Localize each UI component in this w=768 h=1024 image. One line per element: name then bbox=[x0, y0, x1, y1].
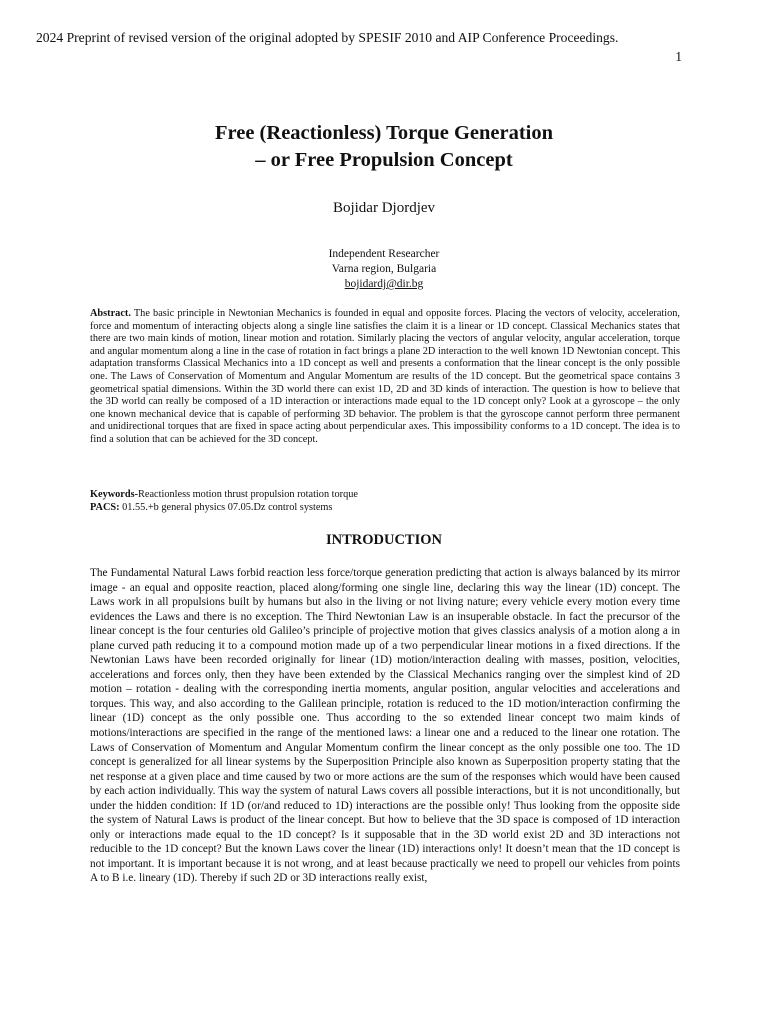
introduction-paragraph: The Fundamental Natural Laws forbid reaction less force/torque generation predicting that action is always balanced by its mirror image - an equal and opposite reaction, placed along/forming one single line, declaring this way the linear (1D) concept. The Laws work in all propulsions built by humans but also in the living or not living nature; every vehicle every motion every time evidences the Laws and there is no exception. The Third Newtonian Law is an insuperable obstacle. In fact the precursor of the linear concept is the four centuries old Galileo’s principle of projective motion that gives classics analysis of a motion along a in plane curved path reducing it to a compound motion made up of a two perpendicular linear motions in a fixed directions. If the Newtonian Laws have been recorded originally for linear (1D) motion/interaction dealing with masses, position, velocities, accelerations and forces only, then they have been extended by the Classical Mechanics ranging over the simplest kind of 2D motion – rotation - dealing with the corresponding inertia moments, angular position, angular velocities and accelerations and torques. This way, and also according to the Galilean principle, rotation is reduced to the 1D motion/interaction confirming the linear (1D) concept as the only possible one. Thus according to the so extended linear concept two maim kinds of motions/interactions are specified in the range of the mentioned laws: a linear one and a reduced to the linear one rotation. The Laws of Conservation of Momentum and Angular Momentum confirm the linear concept as the only possible one too. The 1D concept is generalized for all linear systems by the Superposition Principle also known as Superposition property stating that the net response at a given place and time caused by two or more actions are the sum of the responses which would have been caused by each action individually. This way the system of natural Laws covers all possible interactions, but it is not unconditionally, but under the hidden condition: If 1D (or/and reduced to 1D) interactions are the possible only! Thus looking from the opposite side the system of Natural Laws is product of the linear concept. But how to believe that the 3D space is composed of 1D interaction only or interactions made equal to the 1D concept? Is it supposable that in the 3D world exist 2D and 3D interactions not reducible to the 1D concept? But the known Laws cover the linear (1D) interactions only! It doesn’t mean that the 1D concept is not important. It is important because it is not wrong, and at least because practically we need to propell our vehicles from points A to B i.e. lineary (1D). Thereby if such 2D or 3D interactions really exist, bbox=[90, 567, 680, 885]
page-number: 1 bbox=[675, 49, 682, 64]
pacs-text: 01.55.+b general physics 07.05.Dz control systems bbox=[119, 502, 333, 513]
abstract-text: The basic principle in Newtonian Mechanics is founded in equal and opposite forces. Placing the vectors of velocity, acceleration, force and momentum of interacting objects along a single line satisfies the claim it is a linear or 1D concept. Classical Mechanics states that there are two main kinds of motion, linear motion and rotation. Similarly placing the vectors of angular velocity, angular acceleration, torque and angular momentum along a line in the case of rotation in fact brings a plane 2D interaction to the well known 1D Newtonian concept. This adaptation transforms Classical Mechanics into a 1D concept as well and presents a conformation that the linear concept is the only possible one. The Laws of Conservation of Momentum and Angular Momentum are results of the 1D concept. But the geometrical space contains 3 geometrical spatial dimensions. Within the 3D world there can exist 1D, 2D and 3D kinds of interaction. The question is how to believe that the 3D world can really be composed of a 1D interaction or interactions made equal to the 1D concept only? Look at a gyroscope – the only one known mechanical device that is capable of performing 3D behavior. The problem is that the gyroscope cannot perform three permanent and unidirectional torques that are fixed in space acting about perpendicular axes. This impossibility conforms to a 1D concept. The idea is to find a solution that can be achieved for the 3D concept. bbox=[90, 308, 680, 445]
title-line-2: – or Free Propulsion Concept bbox=[255, 149, 513, 171]
header-preprint-note: 2024 Preprint of revised version of the original adopted by SPESIF 2010 and AIP Conference Proceedings. bbox=[36, 30, 619, 45]
affiliation bbox=[0, 247, 768, 292]
abstract-label: Abstract. bbox=[90, 308, 131, 319]
title-line-1: Free (Reactionless) Torque Generation bbox=[214, 122, 554, 144]
keywords-line bbox=[90, 488, 680, 501]
section-heading-introduction: INTRODUCTION bbox=[325, 532, 442, 548]
keywords-block bbox=[90, 488, 680, 514]
paper-title bbox=[0, 120, 768, 174]
abstract bbox=[90, 308, 680, 447]
author-email-link[interactable]: bojidardj@dir.bg bbox=[344, 278, 424, 290]
author-name: Bojidar Djordjev bbox=[332, 200, 436, 216]
pacs-label: PACS: bbox=[90, 502, 120, 513]
pacs-line bbox=[90, 501, 680, 514]
keywords-text: Reactionless motion thrust propulsion rotation torque bbox=[138, 489, 358, 500]
affiliation-line-2: Varna region, Bulgaria bbox=[331, 263, 437, 275]
keywords-label: Keywords- bbox=[90, 489, 139, 500]
running-header bbox=[36, 28, 682, 66]
affiliation-line-1: Independent Researcher bbox=[328, 248, 440, 260]
